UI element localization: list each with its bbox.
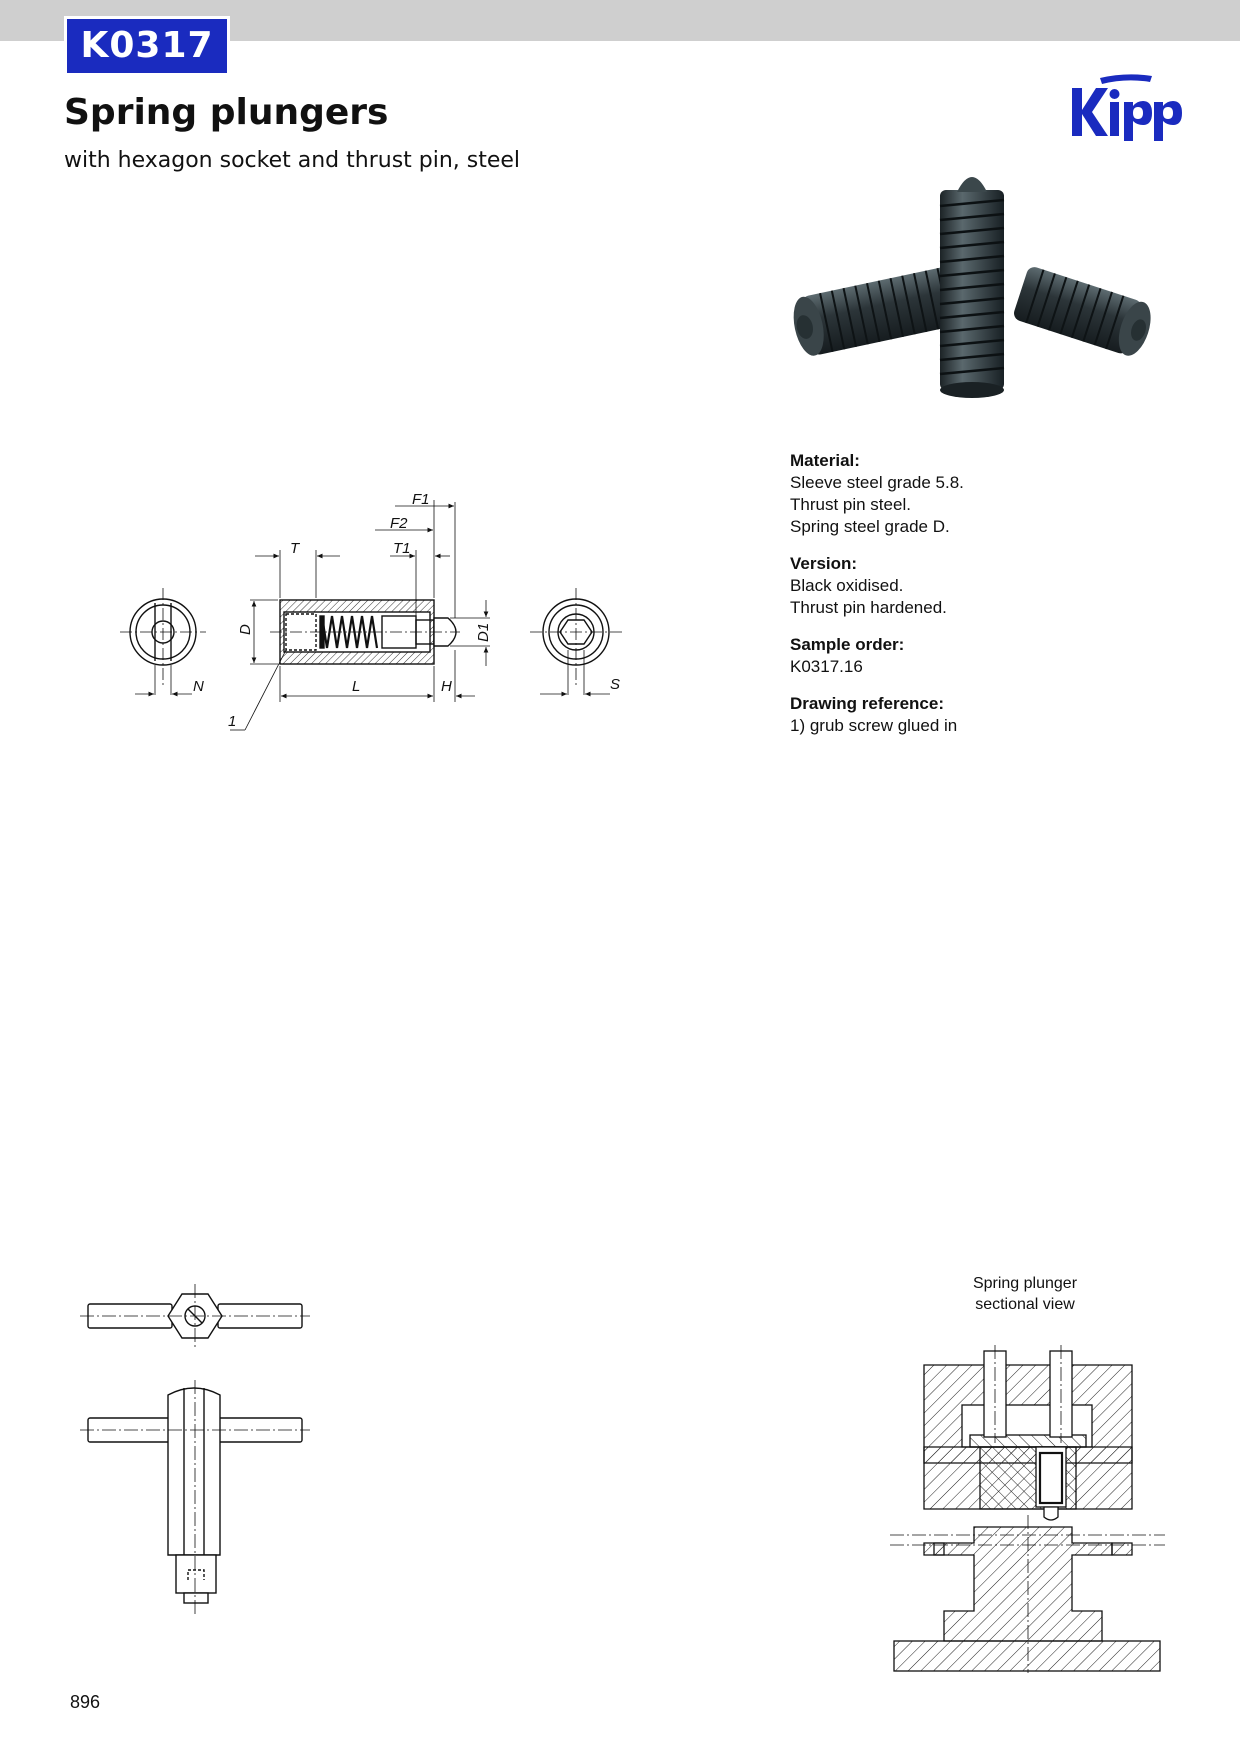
label-l: L (352, 678, 361, 695)
technical-drawing (110, 490, 650, 740)
label-s: S (610, 676, 621, 693)
section-view-caption (950, 1273, 1100, 1315)
page-number: 896 (70, 1692, 101, 1712)
spec-line: Thrust pin hardened. (790, 598, 947, 617)
spec-line: Thrust pin steel. (790, 495, 911, 514)
label-h: H (441, 678, 452, 695)
mounting-key-drawing (80, 1280, 310, 1625)
page-title: Spring plungers (64, 92, 389, 133)
label-n: N (193, 678, 204, 695)
spec-list (790, 450, 1090, 752)
caption-line: Spring plunger (972, 1275, 1078, 1292)
caption-line: sectional view (975, 1296, 1075, 1313)
label-t: T (290, 540, 300, 557)
spec-heading: Drawing reference: (790, 694, 944, 713)
sectional-view-drawing (890, 1345, 1165, 1675)
spec-drawing-reference (790, 693, 1090, 737)
label-t1: T1 (393, 540, 411, 557)
label-f2: F2 (390, 515, 408, 532)
spec-version (790, 553, 1090, 619)
spec-heading: Material: (790, 451, 860, 470)
spec-heading: Version: (790, 554, 858, 573)
label-d1: D1 (475, 622, 492, 642)
product-photo (785, 170, 1155, 415)
page-subtitle: with hexagon socket and thrust pin, steel (64, 148, 521, 173)
label-d: D (237, 624, 254, 635)
spec-line: 1) grub screw glued in (790, 716, 958, 735)
spec-material (790, 450, 1090, 538)
label-ref-1: 1 (228, 713, 237, 730)
kipp-logo (1070, 72, 1188, 162)
spec-sample-order (790, 634, 1090, 678)
spec-heading: Sample order: (790, 635, 905, 654)
spec-line: Black oxidised. (790, 576, 904, 595)
spec-line: Spring steel grade D. (790, 517, 950, 536)
spec-line: K0317.16 (790, 657, 863, 676)
article-code-badge: K0317 (64, 16, 230, 76)
label-f1: F1 (412, 491, 430, 508)
spec-line: Sleeve steel grade 5.8. (790, 473, 964, 492)
